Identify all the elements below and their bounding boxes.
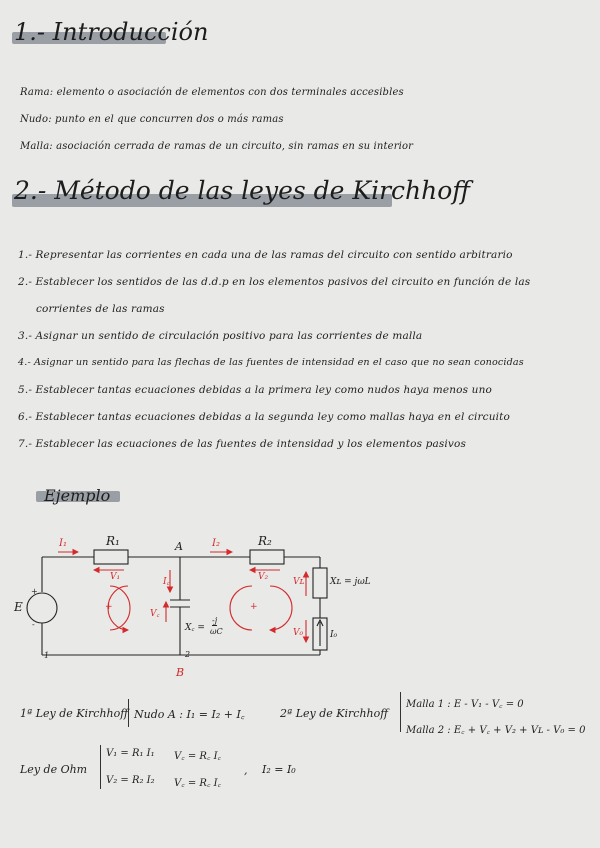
second-law-brace bbox=[400, 692, 401, 732]
step-2: 2.- Establecer los sentidos de las d.d.p en los elementos pasivos del circuito en función de las bbox=[18, 276, 531, 288]
second-law-label: 2ª Ley de Kirchhoff bbox=[280, 707, 389, 720]
label-i1: I₁ bbox=[59, 538, 67, 549]
definition-malla: Malla: asociación cerrada de ramas de un circuito, sin ramas en su interior bbox=[20, 141, 414, 152]
label-r2: R₂ bbox=[258, 534, 272, 548]
label-ic: I꜀ bbox=[163, 577, 170, 587]
label-v1: V₁ bbox=[110, 572, 121, 582]
label-mesh-2-sign: + bbox=[250, 602, 258, 612]
label-v2: V₂ bbox=[258, 572, 269, 582]
label-node-1: 1 bbox=[44, 651, 50, 660]
ohm-extra-equation: I₂ = I₀ bbox=[262, 763, 296, 776]
label-i2: I₂ bbox=[212, 538, 220, 549]
ohm-equation-2a: V₂ = R₂ I₂ bbox=[106, 775, 155, 786]
definition-nudo: Nudo: punto en el que concurren dos o más ramas bbox=[20, 114, 284, 125]
label-source-minus: - bbox=[32, 620, 35, 629]
definition-rama: Rama: elemento o asociación de elementos con dos terminales accesibles bbox=[20, 87, 404, 98]
label-source-e: E bbox=[14, 600, 23, 614]
ohm-separator: , bbox=[244, 764, 248, 777]
first-law-equation: Nudo A : I₁ = I₂ + I꜀ bbox=[134, 708, 245, 721]
ohm-law-brace bbox=[100, 745, 101, 789]
label-vc: V꜀ bbox=[150, 609, 160, 619]
example-title: Ejemplo bbox=[44, 486, 111, 505]
label-vl: Vʟ bbox=[293, 577, 305, 587]
label-source-plus: + bbox=[31, 587, 38, 596]
section-2-title: 2.- Método de las leyes de Kirchhoff bbox=[14, 176, 470, 205]
label-node-2: 2 bbox=[185, 650, 191, 659]
circuit-diagram bbox=[0, 530, 600, 690]
label-r1: R₁ bbox=[106, 534, 120, 548]
section-1-title: 1.- Introducción bbox=[14, 18, 209, 46]
step-2-continued: corrientes de las ramas bbox=[36, 303, 165, 315]
inductor bbox=[313, 568, 327, 598]
ohm-law-label: Ley de Ohm bbox=[20, 763, 88, 776]
first-law-brace bbox=[128, 699, 129, 727]
step-4: 4.- Asignar un sentido para las flechas de las fuentes de intensidad en el caso que no sean conocidas bbox=[18, 357, 524, 368]
label-vo: V₀ bbox=[293, 628, 304, 638]
label-mesh-1-sign: + bbox=[105, 602, 113, 612]
label-node-b: B bbox=[176, 666, 185, 679]
label-xc-num: -j bbox=[212, 616, 218, 625]
label-xc-den: ωC bbox=[210, 627, 223, 636]
resistor-r1 bbox=[94, 550, 128, 564]
label-xl: Xʟ = jωL bbox=[330, 577, 371, 587]
step-6: 6.- Establecer tantas ecuaciones debidas a la segunda ley como mallas haya en el circuito bbox=[18, 411, 510, 423]
first-law-label: 1ª Ley de Kirchhoff bbox=[20, 707, 129, 720]
ohm-equation-1b: V꜀ = R꜀ I꜀ bbox=[174, 751, 221, 762]
ohm-equation-1a: V₁ = R₁ I₁ bbox=[106, 748, 155, 759]
label-node-a: A bbox=[175, 540, 183, 553]
second-law-equation-2: Malla 2 : E꜀ + V꜀ + V₂ + Vʟ - V₀ = 0 bbox=[406, 725, 586, 736]
step-1: 1.- Representar las corrientes en cada una de las ramas del circuito con sentido arbitrario bbox=[18, 249, 513, 261]
step-3: 3.- Asignar un sentido de circulación positivo para las corrientes de malla bbox=[18, 330, 423, 342]
second-law-equation-1: Malla 1 : E - V₁ - V꜀ = 0 bbox=[406, 699, 524, 710]
resistor-r2 bbox=[250, 550, 284, 564]
label-io: I₀ bbox=[330, 630, 338, 640]
voltage-source bbox=[27, 593, 57, 623]
label-xc-prefix: X꜀ = bbox=[185, 623, 205, 633]
step-7: 7.- Establecer las ecuaciones de las fuentes de intensidad y los elementos pasivos bbox=[18, 438, 467, 450]
ohm-equation-2b: V꜀ = R꜀ I꜀ bbox=[174, 778, 221, 789]
step-5: 5.- Establecer tantas ecuaciones debidas a la primera ley como nudos haya menos uno bbox=[18, 384, 492, 396]
